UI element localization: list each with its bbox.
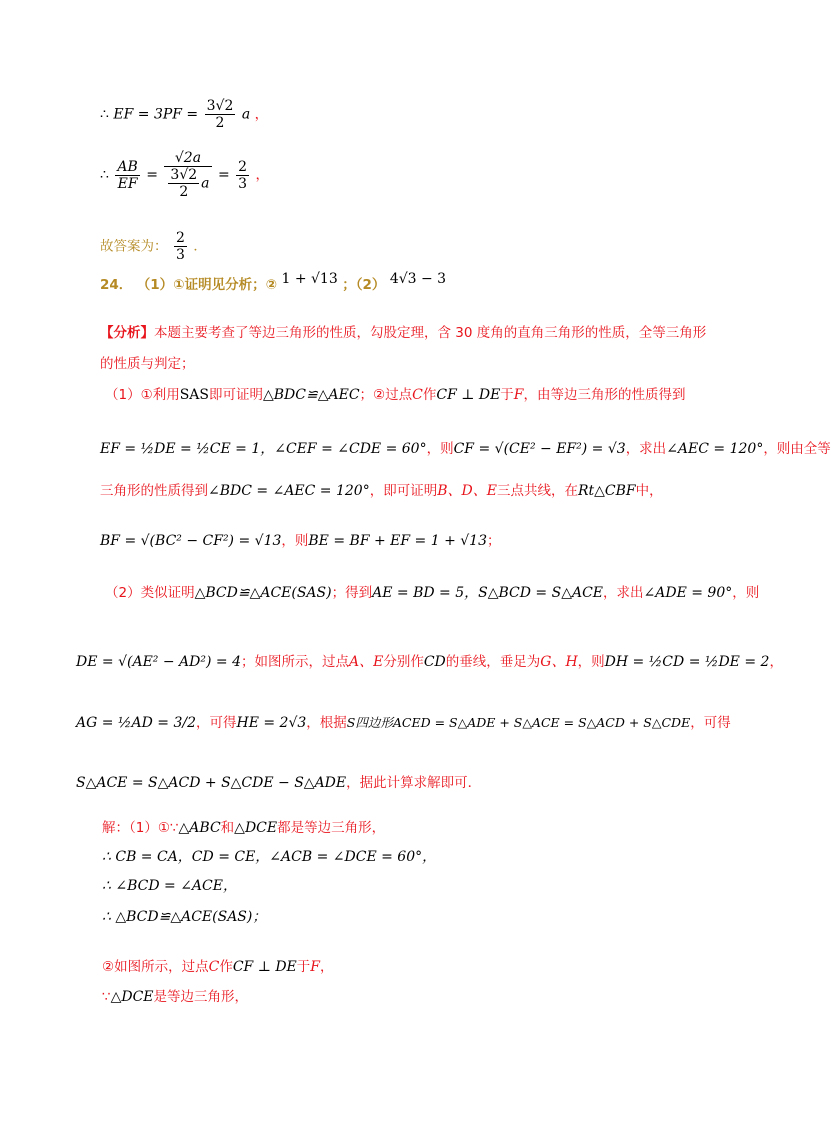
point-f: F (310, 959, 320, 975)
inner-numerator: 3√2 (170, 167, 198, 184)
punct: ， (254, 106, 269, 123)
fraction-3sqrt2-over-2 (205, 98, 236, 131)
text: 作 (219, 959, 233, 975)
denominator: EF (117, 175, 138, 192)
congruence: △BCD≌△ACE(SAS) (194, 585, 332, 601)
analysis-l3 (100, 484, 663, 499)
analysis-tag: 【分析】 (100, 325, 154, 341)
eq-de: DE = √(AE² − AD²) = 4 (76, 654, 241, 670)
text: ， (319, 959, 334, 975)
text: 的垂线，垂足为 (445, 654, 541, 670)
angle-ade: ∠ADE = 90° (643, 585, 733, 601)
equals: = (146, 167, 158, 184)
var-a: a (201, 175, 210, 192)
text: 即可证明 (209, 387, 263, 403)
text: （2）类似证明 (105, 585, 195, 601)
segment-cd: CD (423, 654, 446, 670)
sas: SAS (179, 387, 209, 403)
eq-ab-over-ef (100, 150, 269, 200)
solution-s5 (102, 960, 333, 975)
eq-ag: AG = ½AD = 3/2 (76, 715, 196, 731)
solution-s3 (102, 879, 237, 893)
text: 三点共线，在 (496, 483, 578, 499)
text: 作 (422, 387, 437, 403)
eq-area-ace: S△ACE = S△ACD + S△CDE − S△ADE (76, 775, 347, 791)
fraction-compound (164, 150, 211, 200)
analysis-line-1 (100, 326, 706, 341)
eq-he: HE = 2√3 (236, 715, 307, 731)
answer-label: 故答案为： (100, 238, 168, 255)
eq-equal-sides: ∴ CB = CA，CD = CE，∠ACB = ∠DCE = 60°， (102, 849, 437, 865)
point-c: C (412, 387, 423, 403)
equals: = (217, 167, 230, 184)
numerator: AB (117, 158, 138, 175)
therefore-symbol: ∴ (100, 167, 109, 184)
solution-s1 (102, 821, 385, 836)
triangle-dce: △DCE (110, 989, 154, 1005)
analysis-l2 (100, 442, 831, 457)
eq-dh: DH = ½CD = ½DE = 2 (604, 654, 770, 670)
analysis-text: 本题主要考查了等边三角形的性质，勾股定理，含 30 度角的直角三角形的性质，全等三角形 (154, 325, 707, 341)
eq-congruence: ∴ △BCD≌△ACE(SAS)； (102, 909, 267, 925)
eq-cf: CF = √(CE² − EF²) = √3 (453, 441, 626, 457)
q24-answer-line (100, 271, 447, 293)
text: ，求出 (603, 585, 644, 601)
triangle-dce: △DCE (234, 820, 278, 836)
triangle-cbf: Rt△CBF (577, 483, 636, 499)
perp: CF ⊥ DE (232, 959, 297, 975)
analysis-l7 (76, 716, 731, 731)
eq-be: BE = BF + EF = 1 + √13 (308, 533, 487, 549)
text: ；②过点 (359, 387, 413, 403)
text: ，可得 (690, 715, 731, 731)
punct: ． (193, 238, 207, 255)
inner-denominator: 2 (179, 184, 189, 201)
text: ；如图所示，过点 (240, 654, 349, 670)
therefore-symbol: ∴ (100, 106, 109, 123)
text: 解：（1）①∵ (102, 820, 179, 836)
eq-angles: ∴ ∠BCD = ∠ACE， (102, 878, 237, 894)
solution-s6 (102, 990, 248, 1005)
analysis-l4 (100, 534, 501, 549)
text: ，则 (426, 441, 454, 457)
point-f: F (513, 387, 524, 403)
text: （1）①利用 (105, 387, 180, 403)
triangle-abc: △ABC (178, 820, 221, 836)
inner-fraction (168, 167, 199, 200)
points-bde: B、D、E (437, 483, 497, 499)
points-gh: G、H (540, 654, 578, 670)
text: ，即可证明 (369, 483, 438, 499)
solution-s4 (102, 910, 266, 924)
text: 都是等边三角形， (277, 820, 386, 836)
part2-text: ；（2） (342, 277, 386, 293)
angle-bdc: ∠BDC = ∠AEC = 120° (208, 483, 370, 499)
punct: ， (255, 167, 270, 184)
text: 分别作 (383, 654, 424, 670)
text: ，根据 (306, 715, 347, 731)
eq-text: EF = 3PF = (113, 106, 199, 123)
text: 是等边三角形， (153, 989, 249, 1005)
analysis-line-2 (100, 357, 195, 372)
text: 中， (635, 483, 663, 499)
angle-aec: ∠AEC = 120° (666, 441, 764, 457)
text: ，则 (732, 585, 760, 601)
eq-area-sum: S四边形ACED = S△ADE + S△ACE = S△ACD + S△CDE (346, 715, 691, 730)
text: 三角形的性质得到 (100, 483, 208, 499)
points-ae: A、E (348, 654, 384, 670)
text: ，据此计算求解即可． (346, 775, 482, 791)
eq-bf: BF = √(BC² − CF²) = √13 (100, 533, 282, 549)
var-a: a (241, 106, 251, 123)
text: ，可得 (196, 715, 237, 731)
denominator: 3 (175, 247, 185, 264)
text: ②如图所示，过点 (102, 959, 209, 975)
point-c: C (208, 959, 220, 975)
numerator: √2a (164, 150, 211, 167)
text: ；得到 (331, 585, 373, 601)
numerator: 3√2 (206, 98, 234, 114)
analysis-p1-line (105, 388, 686, 403)
denominator (164, 167, 211, 200)
text: ，求出 (625, 441, 667, 457)
answer-line (100, 230, 207, 263)
numerator: 2 (175, 230, 185, 246)
text: ，则由全等 (763, 441, 831, 457)
text: ，则 (577, 654, 605, 670)
eq-area: S△BCD = S△ACE (478, 585, 603, 601)
text: ，由等边三角形的性质得到 (523, 387, 686, 403)
text: ； (487, 533, 501, 549)
perp: CF ⊥ DE (436, 387, 501, 403)
denominator: 2 (215, 115, 225, 132)
solution-s2 (102, 850, 436, 864)
analysis-l6 (76, 655, 783, 670)
numerator: 2 (238, 158, 248, 175)
analysis-p2-line (105, 586, 759, 601)
text: ∵ (102, 989, 111, 1005)
text: 和 (220, 820, 235, 836)
eq-ef: EF = ½DE = ½CE = 1，∠CEF = ∠CDE = 60° (100, 441, 427, 457)
question-number: 24． (100, 277, 133, 293)
fraction-2-3 (236, 159, 249, 192)
text: ， (769, 654, 783, 670)
congruence: △BDC≌△AEC (263, 387, 360, 403)
answer-fraction (174, 230, 187, 263)
analysis-text: 的性质与判定； (100, 356, 195, 372)
expr-1-plus-sqrt13: 1 + √13 (281, 271, 338, 287)
text: 于 (296, 959, 311, 975)
eq-ef-3pf (100, 98, 268, 131)
text: 于 (500, 387, 514, 403)
expr-4sqrt3-minus-3: 4√3 − 3 (389, 271, 447, 287)
analysis-l8 (76, 776, 481, 791)
text: ，则 (281, 533, 309, 549)
eq-ae-bd: AE = BD = 5， (372, 585, 479, 601)
part1-text: （1）①证明见分析；② (136, 277, 278, 293)
fraction-ab-ef (115, 159, 139, 192)
denominator: 3 (238, 175, 248, 192)
